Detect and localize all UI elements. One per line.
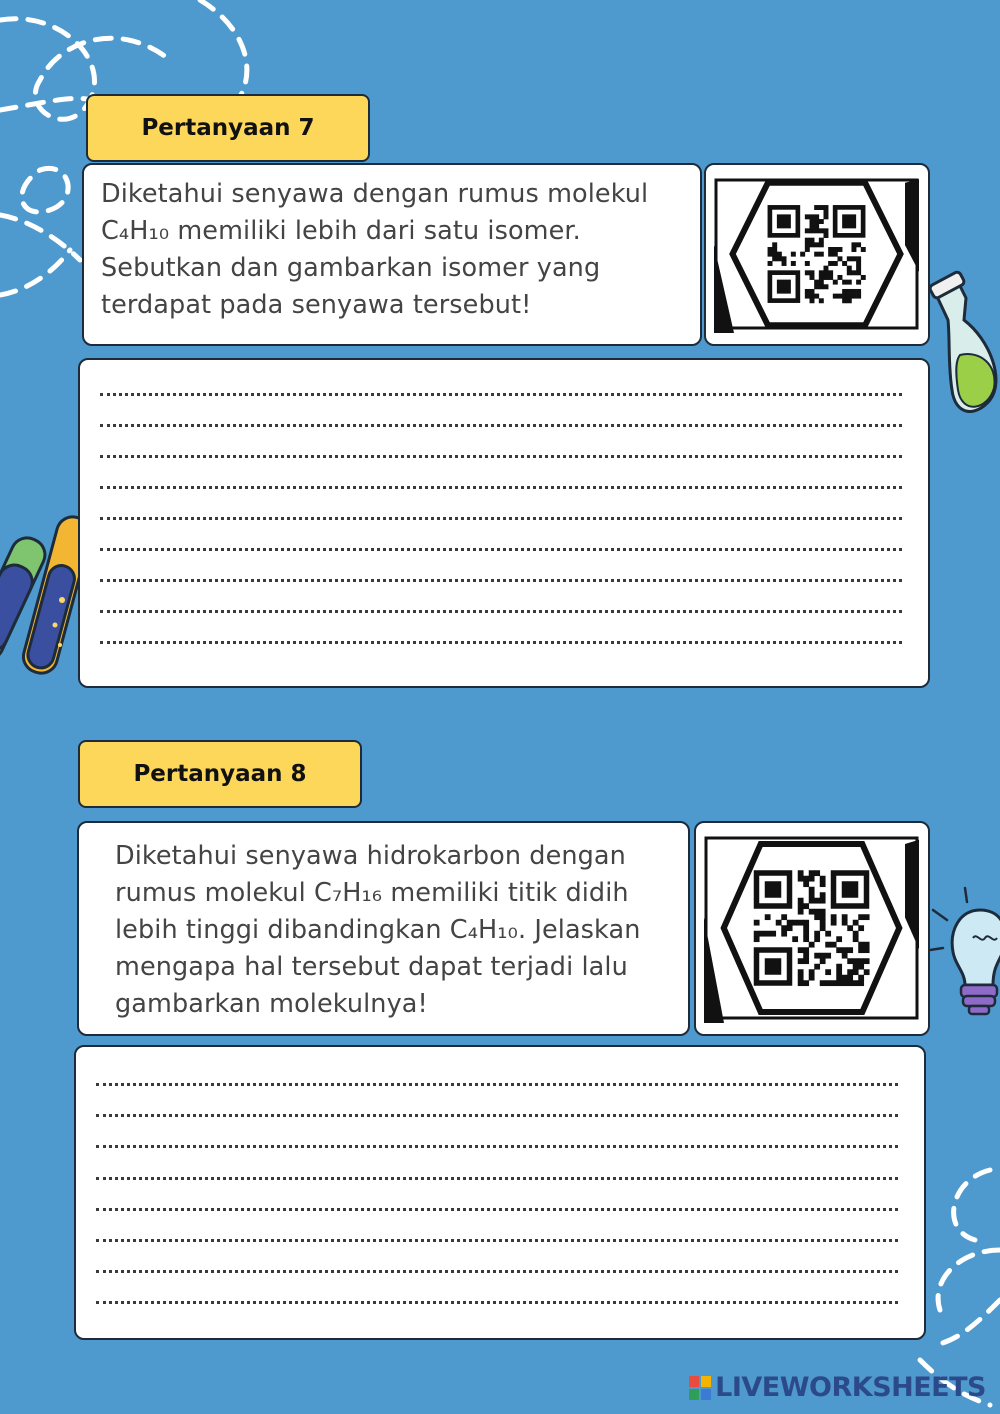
question-7-line-3: Sebutkan dan gambarkan isomer yang — [101, 253, 601, 283]
question-8-answer-line[interactable] — [96, 1083, 898, 1086]
question-8-line-5: gambarkan molekulnya! — [115, 989, 428, 1019]
question-7-answer-line[interactable] — [100, 424, 902, 427]
question-7-answer-line[interactable] — [100, 517, 902, 520]
question-8-line-1: Diketahui senyawa hidrokarbon dengan — [115, 841, 626, 871]
question-7-label: Pertanyaan 7 — [86, 94, 370, 162]
question-8-answer-line[interactable] — [96, 1177, 898, 1180]
question-8-line-2: rumus molekul C₇H₁₆ memiliki titik didih — [115, 878, 629, 908]
answer-box-7[interactable] — [78, 358, 930, 688]
question-7-answer-line[interactable] — [100, 548, 902, 551]
question-7-line-2: C₄H₁₀ memiliki lebih dari satu isomer. — [101, 216, 581, 246]
lightbulb-icon — [925, 880, 1000, 1025]
answer-box-8[interactable] — [74, 1045, 926, 1340]
question-7-answer-line[interactable] — [100, 610, 902, 613]
question-7-text — [101, 176, 648, 324]
question-8-answer-line[interactable] — [96, 1114, 898, 1117]
question-8-line-4: mengapa hal tersebut dapat terjadi lalu — [115, 952, 628, 982]
question-8-answer-line[interactable] — [96, 1208, 898, 1211]
question-7-answer-line[interactable] — [100, 455, 902, 458]
question-8-answer-line[interactable] — [96, 1270, 898, 1273]
brand[interactable] — [689, 1372, 986, 1403]
qr-code-icon[interactable] — [694, 821, 930, 1036]
flask-icon — [920, 270, 1000, 420]
question-7-answer-line[interactable] — [100, 486, 902, 489]
question-8-line-3: lebih tinggi dibandingkan C₄H₁₀. Jelaskan — [115, 915, 641, 945]
question-8-answer-line[interactable] — [96, 1145, 898, 1148]
question-7-line-1: Diketahui senyawa dengan rumus molekul — [101, 179, 649, 209]
question-8-text — [115, 838, 640, 1023]
question-7-answer-line[interactable] — [100, 641, 902, 644]
test-tubes-icon — [0, 505, 85, 685]
liveworksheets-logo-icon — [689, 1376, 711, 1400]
brand-name: LIVEWORKSHEETS — [715, 1372, 986, 1403]
question-8-answer-line[interactable] — [96, 1239, 898, 1242]
question-8-label: Pertanyaan 8 — [78, 740, 362, 808]
question-7-line-4: terdapat pada senyawa tersebut! — [101, 290, 532, 320]
question-7-answer-line[interactable] — [100, 393, 902, 396]
question-7-answer-line[interactable] — [100, 579, 902, 582]
qr-code-icon[interactable] — [704, 163, 930, 346]
question-8-answer-line[interactable] — [96, 1301, 898, 1304]
